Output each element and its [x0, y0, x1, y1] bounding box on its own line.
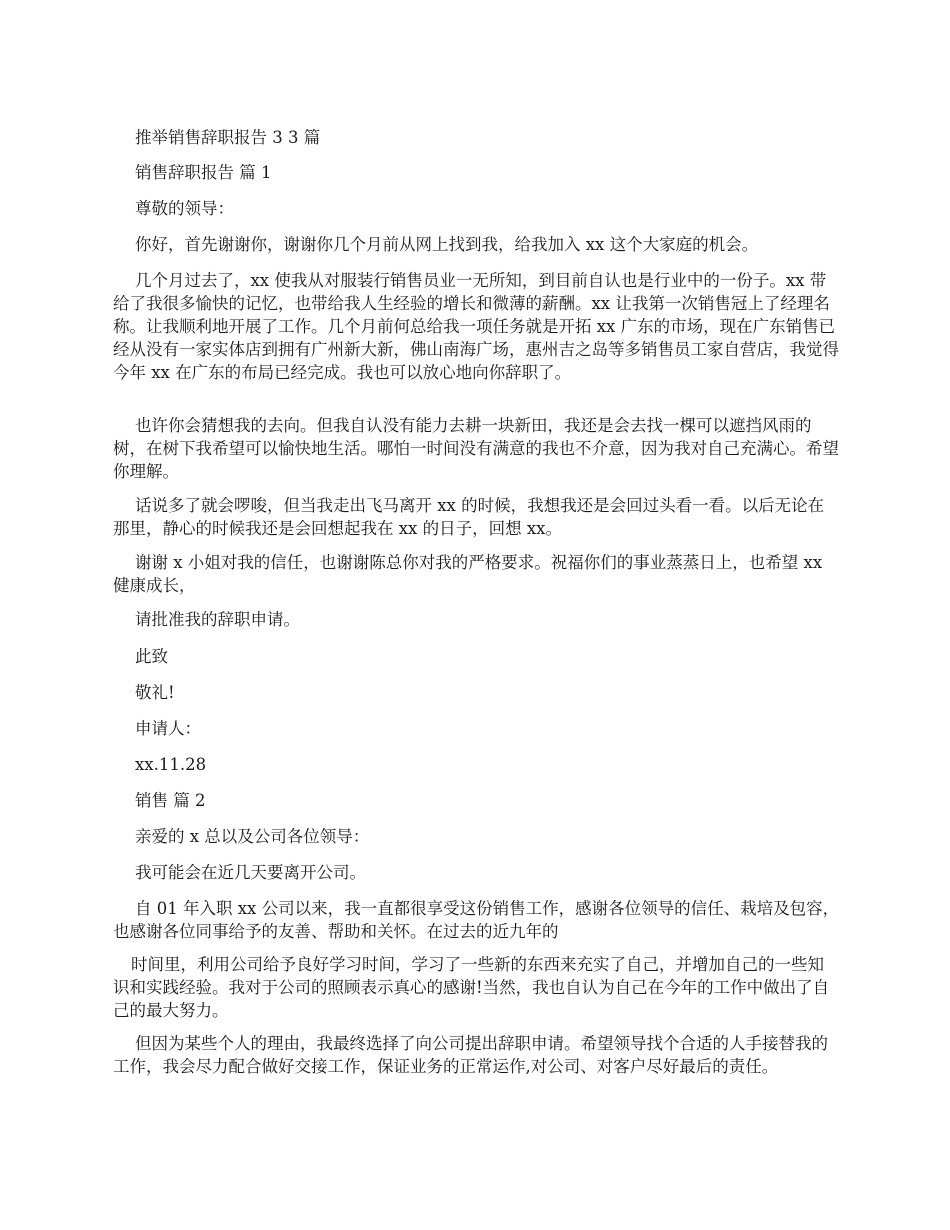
closing-line: 此致 [135, 647, 168, 666]
salutation: 尊敬的领导： [135, 199, 234, 218]
section-heading-1: 销售辞职报告 篇 1 [135, 163, 272, 182]
document-title: 推举销售辞职报告 3 3 篇 [135, 128, 321, 147]
closing-line: 敬礼! [135, 683, 175, 702]
body-paragraph: 也许你会猜想我的去向。但我自认没有能力去耕一块新田，我还是会去找一棵可以遮挡风雨的树，在树下我希望可以愉快地生活。哪怕一时间没有满意的我也不介意，因为我对自己充满心。希望你理解。 [113, 416, 839, 481]
salutation: 亲爱的 x 总以及公司各位领导： [135, 827, 370, 846]
body-paragraph: 自 01 年入职 xx 公司以来，我一直都很享受这份销售工作，感谢各位领导的信任、栽培及包容，也感谢各位同事给予的友善、帮助和关怀。在过去的近九年的 [113, 899, 840, 941]
body-paragraph: 话说多了就会啰唆，但当我走出飞马离开 xx 的时候，我想我还是会回过头看一看。以后无论在那里，静心的时候我还是会回想起我在 xx 的日子，回想 xx。 [113, 496, 825, 538]
body-paragraph: 但因为某些个人的理由，我最终选择了向公司提出辞职申请。希望领导找个合适的人手接替我的工作，我会尽力配合做好交接工作，保证业务的正常运作,对公司、对客户尽好最后的责任。 [113, 1034, 828, 1076]
section-heading-2: 销售 篇 2 [135, 791, 206, 810]
body-paragraph: 谢谢 x 小姐对我的信任，也谢谢陈总你对我的严格要求。祝福你们的事业蒸蒸日上，也希望 xx 健康成长， [113, 553, 823, 595]
signature-date: xx.11.28 [135, 755, 207, 774]
body-paragraph: 请批准我的辞职申请。 [135, 610, 300, 629]
body-paragraph: 几个月过去了，xx 使我从对服装行销售员业一无所知，到目前自认也是行业中的一份子。xx 带给了我很多愉快的记忆，也带给我人生经验的增长和微薄的薪酬。xx 让我第一次销售冠上了经理名称。让我顺利地开展了工作。几个月前何总给我一项任务就是开拓 xx 广东的市场，现在广东销售已经从没有一家实体店到拥有广州新大新，佛山南海广场，惠州吉之岛等多销售员工家自营店，我觉得今年 xx 在广东的布局已经完成。我也可以放心地向你辞职了。 [113, 271, 839, 382]
body-paragraph: 你好，首先谢谢你，谢谢你几个月前从网上找到我，给我加入 xx 这个大家庭的机会。 [135, 235, 759, 254]
body-paragraph: 我可能会在近几天要离开公司。 [135, 863, 366, 882]
body-paragraph: 时间里，利用公司给予良好学习时间，学习了一些新的东西来充实了自己，并增加自己的一些知识和实践经验。我对于公司的照顾表示真心的感谢!当然，我也自认为自己在今年的工作中做出了自己的最大努力。 [113, 955, 830, 1020]
signature-label: 申请人： [135, 719, 201, 738]
